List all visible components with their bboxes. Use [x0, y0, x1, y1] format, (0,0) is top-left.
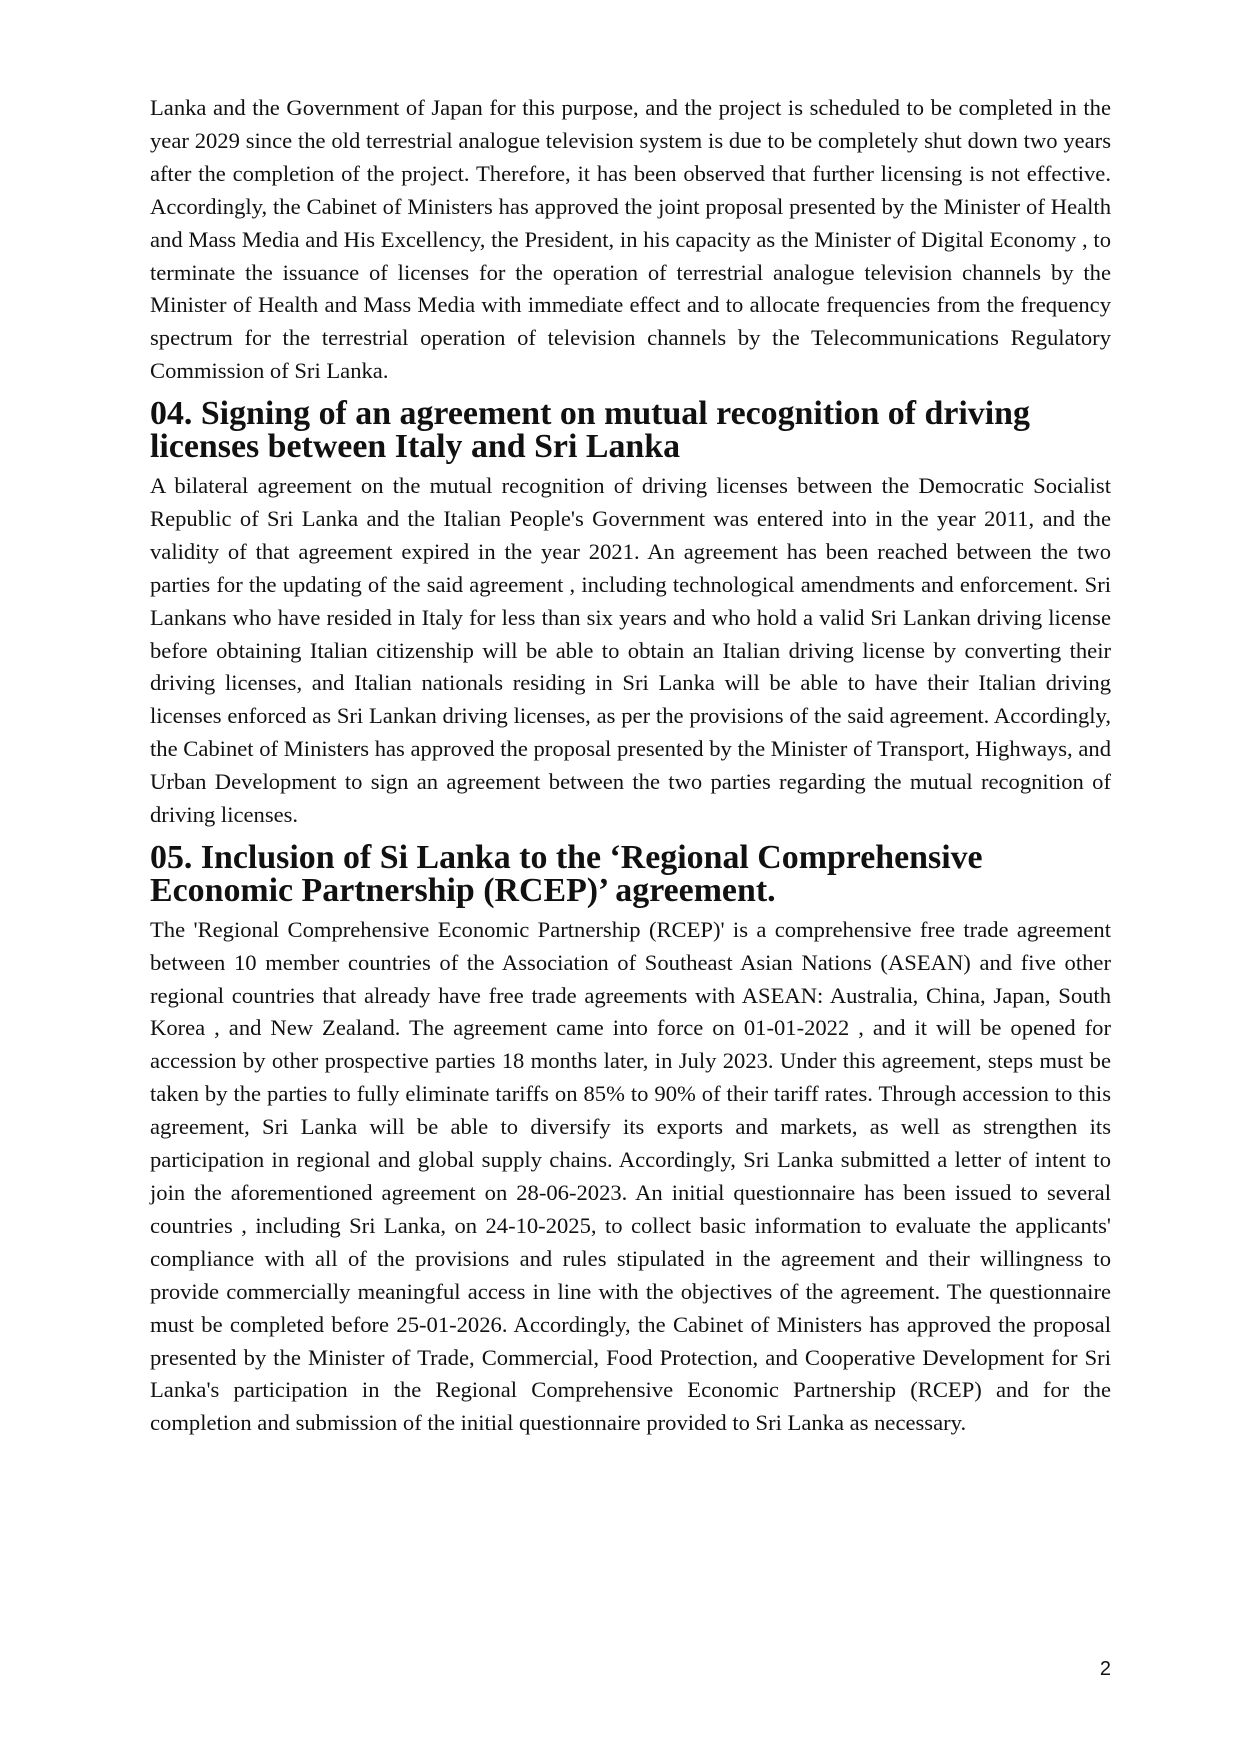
page-number: 2 — [1099, 1658, 1111, 1680]
section-05-heading: 05. Inclusion of Si Lanka to the ‘Regional Comprehensive Economic Partnership (RCEP)’ agreement. — [150, 838, 983, 909]
section-05-body: The 'Regional Comprehensive Economic Partnership (RCEP)' is a comprehensive free trade agreement between 10 member countries of the Association of Southeast Asian Nations (ASEAN) and five other regional countries that already have free trade agreements with ASEAN: Australia, China, Japan, South Korea , and New Zealand. The agreement came into force on 01-01-2022 , and it will be opened for accession by other prospective parties 18 months later, in July 2023. Under this agreement, steps must be taken by the parties to fully eliminate tariffs on 85% to 90% of their tariff rates. Through accession to this agreement, Sri Lanka will be able to diversify its exports and markets, as well as strengthen its participation in regional and global supply chains. Accordingly, Sri Lanka submitted a letter of intent to join the aforementioned agreement on 28-06-2023. An initial questionnaire has been issued to several countries , including Sri Lanka, on 24-10-2025, to collect basic information to evaluate the applicants' compliance with all of the provisions and rules stipulated in the agreement and their willingness to provide commercially meaningful access in line with the objectives of the agreement. The questionnaire must be completed before 25-01-2026. Accordingly, the Cabinet of Ministers has approved the proposal presented by the Minister of Trade, Commercial, Food Protection, and Cooperative Development for Sri Lanka's participation in the Regional Comprehensive Economic Partnership (RCEP) and for the completion and submission of the initial questionnaire provided to Sri Lanka as necessary. — [150, 916, 1111, 1436]
section-04-heading: 04. Signing of an agreement on mutual recognition of driving licenses between Italy and Sri Lanka — [150, 395, 1030, 466]
intro-paragraph: Lanka and the Government of Japan for this purpose, and the project is scheduled to be completed in the year 2029 since the old terrestrial analogue television system is due to be completely shut down two years after the completion of the project. Therefore, it has been observed that further licensing is not effective. Accordingly, the Cabinet of Ministers has approved the joint proposal presented by the Minister of Health and Mass Media and His Excellency, the President, in his capacity as the Minister of Digital Economy , to terminate the issuance of licenses for the operation of terrestrial analogue television channels by the Minister of Health and Mass Media with immediate effect and to allocate frequencies from the frequency spectrum for the terrestrial operation of television channels by the Telecommunications Regulatory Commission of Sri Lanka. — [150, 95, 1111, 384]
section-04-body: A bilateral agreement on the mutual recognition of driving licenses between the Democratic Socialist Republic of Sri Lanka and the Italian People's Government was entered into in the year 2011, and the validity of that agreement expired in the year 2021. An agreement has been reached between the two parties for the updating of the said agreement , including technological amendments and enforcement. Sri Lankans who have resided in Italy for less than six years and who hold a valid Sri Lankan driving license before obtaining Italian citizenship will be able to obtain an Italian driving license by converting their driving licenses, and Italian nationals residing in Sri Lanka will be able to have their Italian driving licenses enforced as Sri Lankan driving licenses, as per the provisions of the said agreement. Accordingly, the Cabinet of Ministers has approved the proposal presented by the Minister of Transport, Highways, and Urban Development to sign an agreement between the two parties regarding the mutual recognition of driving licenses. — [150, 472, 1111, 828]
page-content — [150, 92, 1111, 1440]
